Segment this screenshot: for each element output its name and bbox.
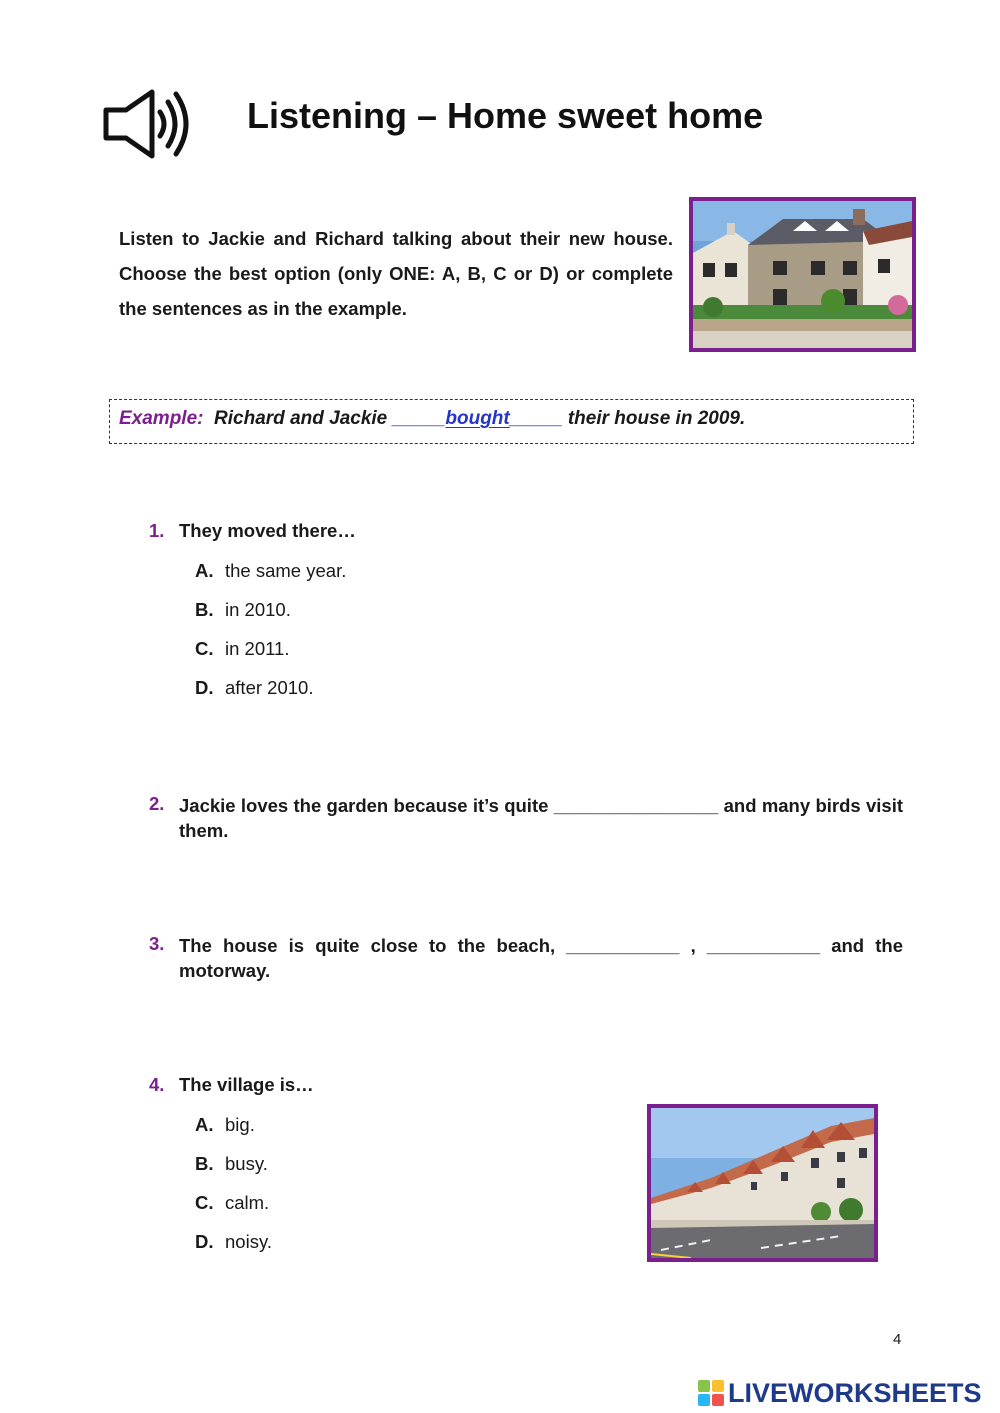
question-text-with-blank[interactable]: Jackie loves the garden because it’s quite ________________ and many birds visit them. [179, 795, 903, 841]
option-item[interactable] [195, 560, 346, 582]
question-number: 3. [149, 933, 165, 954]
option-text: the same year. [225, 560, 347, 581]
question-number: 2. [149, 793, 165, 814]
option-letter: B. [195, 599, 214, 620]
option-text: calm. [225, 1192, 270, 1213]
liveworksheets-logo[interactable] [698, 1378, 982, 1408]
cottages-photo [689, 197, 916, 352]
option-text: big. [225, 1114, 255, 1135]
instructions-text: Listen to Jackie and Richard talking about their new house. Choose the best option (only ONE: A, B, C or D) or complete the sentences as in the example. [119, 228, 673, 319]
option-item[interactable] [195, 1192, 269, 1214]
option-letter: D. [195, 1231, 214, 1252]
option-text: busy. [225, 1153, 268, 1174]
page-title: Listening – Home sweet home [247, 95, 764, 136]
example-sentence [119, 408, 745, 430]
page-number: 4 [893, 1331, 902, 1348]
option-letter: C. [195, 638, 214, 659]
question-number: 1. [149, 520, 165, 541]
option-item[interactable] [195, 1114, 255, 1136]
option-letter: D. [195, 677, 214, 698]
question-text: The village is… [179, 1074, 314, 1095]
option-letter: C. [195, 1192, 214, 1213]
option-letter: A. [195, 560, 214, 581]
example-text-after: their house in 2009. [567, 408, 746, 429]
option-text: after 2010. [225, 677, 314, 698]
question-number: 4. [149, 1074, 165, 1095]
speaker-icon [102, 86, 194, 162]
example-label: Example: [119, 408, 204, 429]
logo-text: LIVEWORKSHEETS [728, 1377, 982, 1408]
example-blank-left: _____ [392, 408, 446, 429]
street-photo [647, 1104, 878, 1262]
option-item[interactable] [195, 1153, 268, 1175]
option-item[interactable] [195, 677, 313, 699]
option-text: in 2011. [225, 638, 290, 659]
option-letter: B. [195, 1153, 214, 1174]
option-letter: A. [195, 1114, 214, 1135]
option-text: in 2010. [225, 599, 291, 620]
option-item[interactable] [195, 638, 289, 660]
option-item[interactable] [195, 599, 291, 621]
question-text-with-blanks[interactable]: The house is quite close to the beach, ___________ , ___________ and the motorway. [179, 935, 903, 981]
liveworksheets-logo-icon [698, 1380, 724, 1406]
example-text-before: Richard and Jackie [214, 408, 388, 429]
question-text: They moved there… [179, 520, 356, 541]
option-text: noisy. [225, 1231, 272, 1252]
example-answer: bought [445, 408, 510, 429]
option-item[interactable] [195, 1231, 272, 1253]
example-blank-right: _____ [509, 408, 563, 429]
